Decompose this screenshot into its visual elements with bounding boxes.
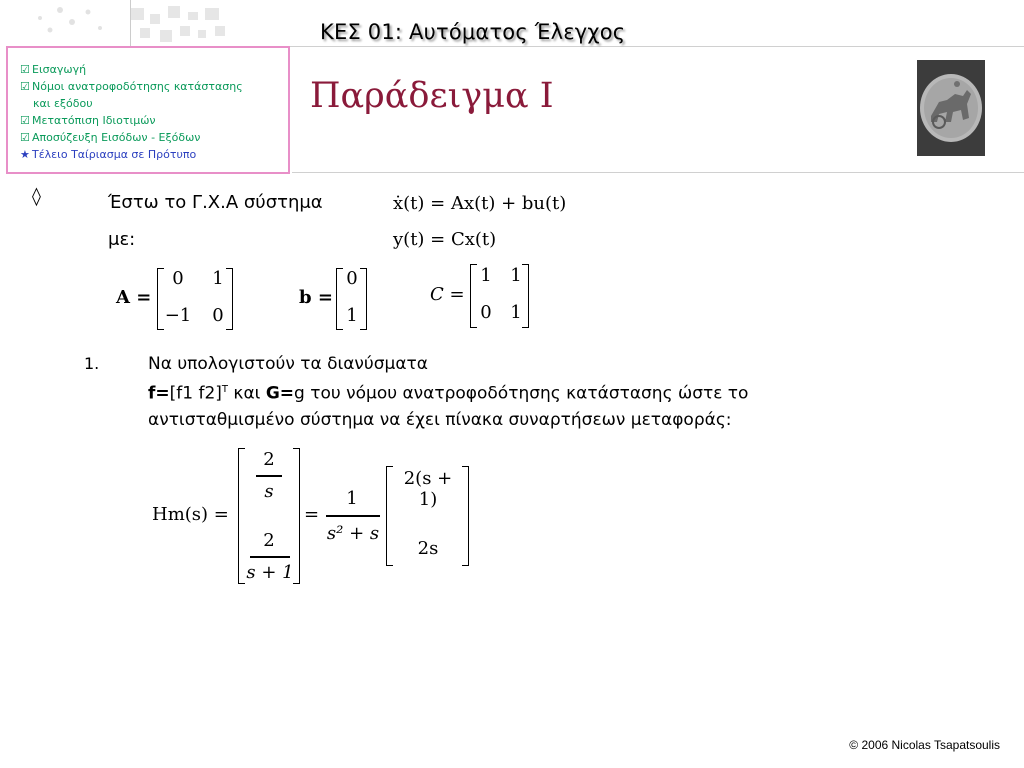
bullet-diamond-icon: ◊ <box>32 186 41 207</box>
copyright-footer: © 2006 Nicolas Tsapatsoulis <box>849 738 1000 752</box>
outline-item-introduction[interactable]: ☑ Εισαγωγή <box>20 63 87 76</box>
scalar-denominator: s² + s <box>326 523 380 544</box>
matrix-c-cell: 0 <box>480 302 492 323</box>
matrix-c-cell: 1 <box>480 265 492 286</box>
intro-text: Έστω το Γ.Χ.Α σύστημα με: <box>108 192 323 250</box>
checked-box-icon: ☑ <box>20 131 30 144</box>
fraction-bar <box>326 515 380 517</box>
hm-left-numerator: 2 <box>263 530 275 551</box>
matrix-a-label: A = <box>116 287 152 308</box>
matrix-a-cell: 0 <box>212 305 224 326</box>
hm-lhs: Hm(s) = <box>152 504 229 525</box>
outline-item-feedback-laws[interactable]: ☑ Νόμοι ανατροφοδότησης κατάστασης και εξόδου <box>20 80 243 110</box>
hm-left-numerator: 2 <box>263 449 275 470</box>
slide-title: Παράδειγμα Ι <box>310 76 554 116</box>
checked-box-icon: ☑ <box>20 114 30 127</box>
output-equation: y(t) = Cx(t) <box>393 229 497 250</box>
coin-logo <box>917 60 985 156</box>
hm-left-denominator: s + 1 <box>246 562 294 583</box>
matrix-b-label: b = <box>299 287 333 308</box>
outline-item-eigenvalue-shifting[interactable]: ☑ Μετατόπιση Ιδιοτιμών <box>20 114 156 127</box>
matrix-c-cell: 1 <box>510 302 522 323</box>
hm-left-vector-left-bracket <box>238 448 245 584</box>
hm-right-vector-entry: 2s <box>417 538 439 559</box>
star-icon: ★ <box>20 148 30 161</box>
outline-item-decoupling[interactable]: ☑ Αποσύζευξη Εισόδων - Εξόδων <box>20 131 201 144</box>
fraction-bar <box>250 556 290 558</box>
outline-box <box>6 46 290 174</box>
matrix-a-cell: −1 <box>164 305 192 326</box>
fraction-bar <box>256 475 282 477</box>
scalar-numerator: 1 <box>346 488 358 509</box>
state-equation: ẋ(t) = Ax(t) + bu(t) <box>393 193 567 214</box>
state-equations <box>393 186 566 258</box>
item-text: Να υπολογιστούν τα διανύσματα f=[f1 f2]$^T$ και G=g του νόμου ανατροφοδότησης κατάστασης ώστε το αντισταθμισμένο σύστημα να έχει πίνακα συναρτήσεων μεταφοράς: <box>148 354 749 430</box>
matrix-b-cell: 0 <box>346 268 358 289</box>
item-number: 1. <box>84 354 100 373</box>
matrix-c-label: C = <box>430 284 465 305</box>
checked-box-icon: ☑ <box>20 63 30 76</box>
matrix-a-cell: 0 <box>172 268 184 289</box>
matrix-c-cell: 1 <box>510 265 522 286</box>
checked-box-icon: ☑ <box>20 80 30 93</box>
hm-left-denominator: s <box>264 481 274 502</box>
title-divider <box>292 172 1024 173</box>
course-title: ΚΕΣ 01: Αυτόματος Έλεγχος <box>320 20 626 44</box>
header-divider-vertical <box>130 0 131 46</box>
matrix-b-cell: 1 <box>346 305 358 326</box>
equals-sign: = <box>304 504 320 525</box>
matrix-a-cell: 1 <box>212 268 224 289</box>
hm-right-vector-entry: 2(s + 1) <box>403 468 453 510</box>
outline-item-model-matching[interactable]: ★ Τέλειο Ταίριασμα σε Πρότυπο <box>20 148 197 161</box>
